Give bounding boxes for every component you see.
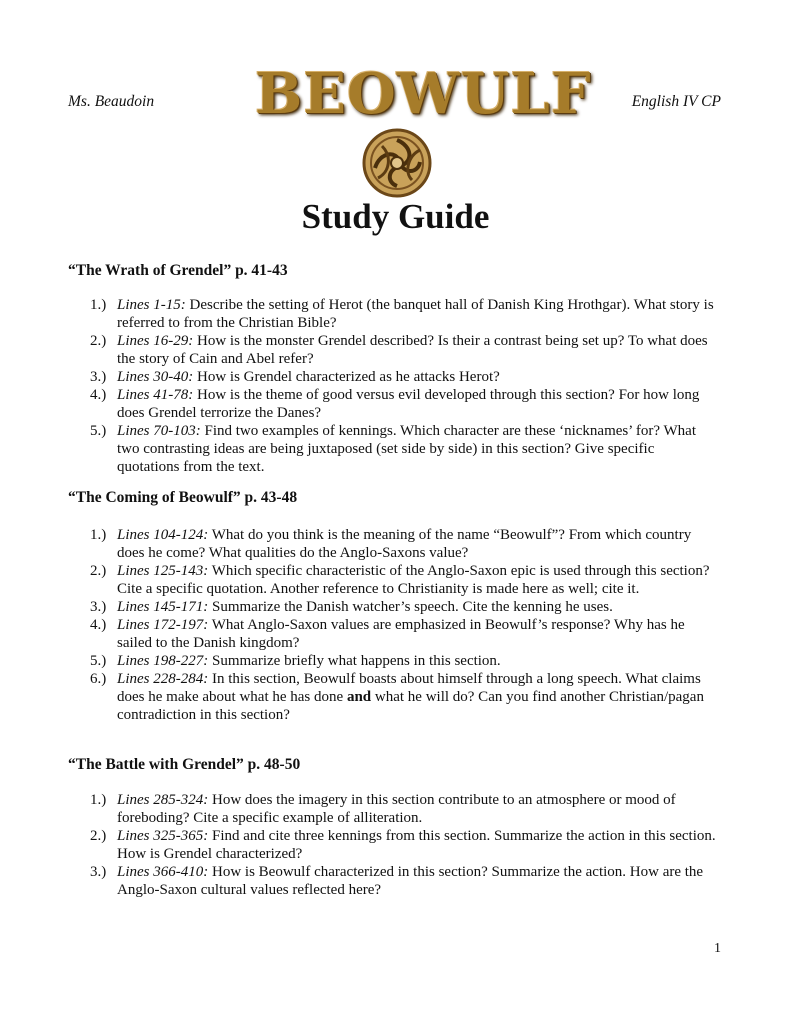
- line-range: Lines 70-103:: [117, 423, 201, 439]
- question-number: 2.): [90, 828, 107, 844]
- section-heading: “The Wrath of Grendel” p. 41-43: [68, 262, 288, 279]
- page-number: 1: [714, 941, 721, 956]
- question-text: How is Beowulf characterized in this section? Summarize the action. How are the Anglo-Saxon cultural values reflected here?: [117, 864, 704, 898]
- section-heading: “The Coming of Beowulf” p. 43-48: [68, 489, 298, 506]
- question-text: Describe the setting of Herot (the banquet hall of Danish King Hrothgar). What story is referred to from the Christian Bible?: [117, 297, 714, 331]
- question-list: [80, 296, 720, 476]
- question-text: How does the imagery in this section contribute to an atmosphere or mood of foreboding? Cite a specific example of alliteration.: [117, 792, 676, 826]
- question-text: How is the monster Grendel described? Is their a contrast being set up? To what does the story of Cain and Abel refer?: [117, 333, 708, 367]
- question-number: 1.): [90, 792, 107, 808]
- list-item: [80, 526, 720, 562]
- question-number: 3.): [90, 864, 107, 880]
- question-number: 6.): [90, 671, 107, 687]
- line-range: Lines 172-197:: [117, 617, 209, 633]
- line-range: Lines 1-15:: [117, 297, 186, 313]
- question-text: Summarize the Danish watcher’s speech. Cite the kenning he uses.: [208, 599, 613, 615]
- line-range: Lines 16-29:: [117, 333, 194, 349]
- emphasis-text: and: [346, 689, 372, 705]
- question-number: 2.): [90, 563, 107, 579]
- question-text: What Anglo-Saxon values are emphasized in Beowulf’s response? Why has he sailed to the Danish kingdom?: [117, 617, 685, 651]
- logo-text: BEOWULF: [255, 61, 592, 127]
- question-text: Find and cite three kennings from this section. Summarize the action in this section. How is Grendel characterized?: [117, 828, 716, 862]
- line-range: Lines 325-365:: [117, 828, 209, 844]
- section-heading: “The Battle with Grendel” p. 48-50: [68, 756, 301, 773]
- list-item: [80, 422, 720, 476]
- question-text-continued: what he will do? Can you find another Christian/pagan contradiction in this section?: [117, 689, 704, 723]
- question-text: Find two examples of kennings. Which character are these ‘nicknames’ for? What two contrasting ideas are being juxtaposed (set side by side) in this section? Give specific quotations from the text.: [117, 423, 696, 475]
- question-number: 4.): [90, 617, 107, 633]
- list-item: [80, 670, 720, 724]
- question-number: 1.): [90, 527, 107, 543]
- list-item: [80, 332, 720, 368]
- list-item: [80, 616, 720, 652]
- list-item: [80, 863, 720, 899]
- question-text: Which specific characteristic of the Anglo-Saxon epic is used through this section? Cite a specific quotation. Another reference to Christianity is made here as well; cite it.: [117, 563, 710, 597]
- line-range: Lines 30-40:: [117, 369, 194, 385]
- question-number: 2.): [90, 333, 107, 349]
- question-text: How is Grendel characterized as he attacks Herot?: [193, 369, 500, 385]
- line-range: Lines 41-78:: [117, 387, 194, 403]
- list-item: [80, 562, 720, 598]
- beowulf-logo: [255, 58, 592, 208]
- question-number: 5.): [90, 653, 107, 669]
- question-number: 3.): [90, 599, 107, 615]
- question-number: 4.): [90, 387, 107, 403]
- list-item: [80, 827, 720, 863]
- list-item: [80, 386, 720, 422]
- teacher-name: Ms. Beaudoin: [68, 93, 155, 110]
- question-number: 3.): [90, 369, 107, 385]
- course-name: English IV CP: [631, 93, 721, 110]
- page-title: Study Guide: [301, 197, 490, 236]
- celtic-knot-icon: [362, 128, 432, 198]
- line-range: Lines 145-171:: [117, 599, 209, 615]
- line-range: Lines 366-410:: [117, 864, 209, 880]
- question-text: What do you think is the meaning of the name “Beowulf”? From which country does he come? What qualities do the Anglo-Saxons value?: [117, 527, 692, 561]
- list-item: [80, 652, 720, 670]
- line-range: Lines 125-143:: [117, 563, 209, 579]
- question-number: 1.): [90, 297, 107, 313]
- list-item: [80, 598, 720, 616]
- question-text: Summarize briefly what happens in this section.: [208, 653, 501, 669]
- question-text: How is the theme of good versus evil developed through this section? For how long does Grendel terrorize the Danes?: [117, 387, 700, 421]
- question-list: [80, 791, 720, 899]
- line-range: Lines 198-227:: [117, 653, 209, 669]
- question-list: [80, 526, 720, 724]
- question-text: In this section, Beowulf boasts about himself through a long speech. What claims does he make about what he has done: [117, 671, 701, 705]
- line-range: Lines 228-284:: [117, 671, 209, 687]
- list-item: [80, 368, 720, 386]
- list-item: [80, 296, 720, 332]
- line-range: Lines 104-124:: [117, 527, 209, 543]
- line-range: Lines 285-324:: [117, 792, 209, 808]
- list-item: [80, 791, 720, 827]
- question-number: 5.): [90, 423, 107, 439]
